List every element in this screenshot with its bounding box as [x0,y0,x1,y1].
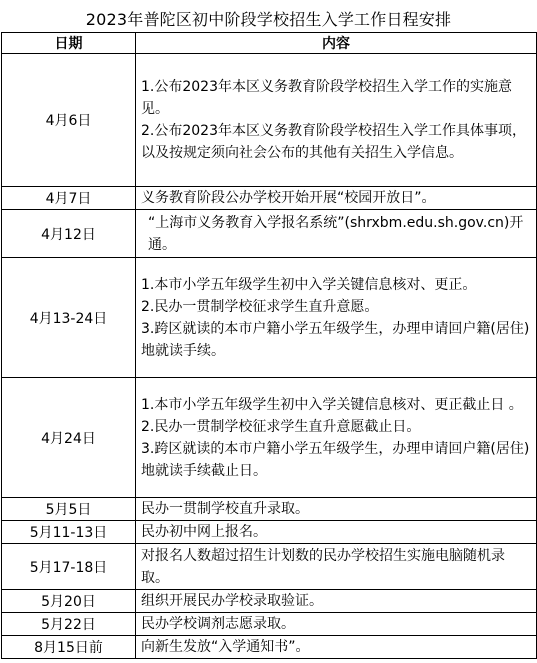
content-column-header: 内容 [136,33,537,54]
row-content [136,521,537,544]
row-content [136,613,537,636]
table-row [2,187,537,210]
row-date: 4月7日 [2,187,136,210]
content-line: 民办一贯制学校直升录取。 [141,501,309,517]
row-date: 4月12日 [2,210,136,258]
content-line: 2.民办一贯制学校征求学生直升意愿。 [141,298,379,315]
row-date: 4月24日 [2,378,136,498]
row-date: 5月17-18日 [2,544,136,590]
row-date: 4月6日 [2,54,136,187]
table-row [2,54,537,187]
content-line: 向新生发放“入学通知书”。 [141,639,310,655]
schedule-table [1,32,537,659]
content-line: 组织开展民办学校录取验证。 [141,593,323,609]
date-column-header: 日期 [2,33,136,54]
content-line: 1.公布2023年本区义务教育阶段学校招生入学工作的实施意见。 [141,79,512,117]
table-row [2,258,537,378]
row-date: 5月11-13日 [2,521,136,544]
table-row [2,613,537,636]
row-content [136,187,537,210]
row-content [136,636,537,659]
table-row [2,498,537,521]
row-content [136,210,537,258]
table-row [2,210,537,258]
content-line: 2.民办一贯制学校征求学生直升意愿截止日。 [141,418,421,435]
content-line: 1.本市小学五年级学生初中入学关键信息核对、更正。 [141,276,477,293]
row-content [136,544,537,590]
row-content [136,378,537,498]
content-line: 3.跨区就读的本市户籍小学五年级学生，办理申请回户籍(居住)地就读手续截止日。 [141,440,530,479]
table-row [2,521,537,544]
row-date: 4月13-24日 [2,258,136,378]
row-content [136,590,537,613]
table-row [2,544,537,590]
table-row [2,636,537,659]
content-line: 民办初中网上报名。 [141,524,267,540]
content-line: 民办学校调剂志愿录取。 [141,616,295,632]
table-row [2,378,537,498]
row-date: 5月5日 [2,498,136,521]
content-line: “上海市义务教育入学报名系统”(shrxbm.edu.sh.gov.cn)开通。 [148,214,524,253]
row-content [136,258,537,378]
content-line: 3.跨区就读的本市户籍小学五年级学生，办理申请回户籍(居住)地就读手续。 [141,320,530,359]
row-date: 5月22日 [2,613,136,636]
table-row [2,590,537,613]
content-line: 对报名人数超过招生计划数的民办学校招生实施电脑随机录取。 [141,547,505,586]
document-title: 2023年普陀区初中阶段学校招生入学工作日程安排 [85,9,452,29]
row-content [136,54,537,187]
content-line: 义务教育阶段公办学校开始开展“校园开放日”。 [141,190,436,206]
content-line: 2.公布2023年本区义务教育阶段学校招生入学工作具体事项，以及按规定须向社会公布的其他有关招生入学信息。 [141,123,526,161]
content-line: 1.本市小学五年级学生初中入学关键信息核对、更正截止日 。 [141,396,523,413]
row-date: 5月20日 [2,590,136,613]
row-content [136,498,537,521]
row-date: 8月15日前 [2,636,136,659]
table-header-row [2,33,537,54]
